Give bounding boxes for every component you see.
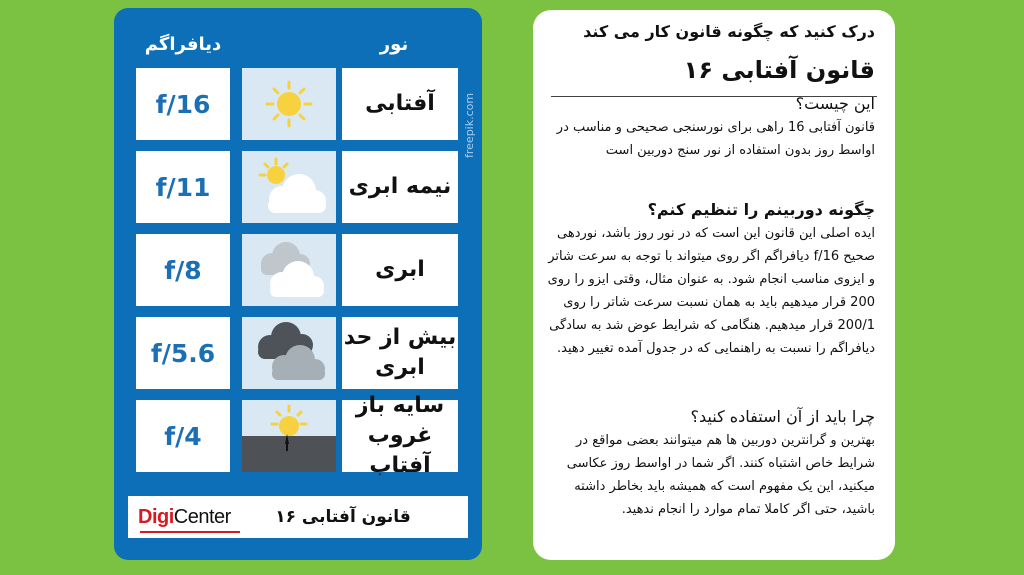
cloudy-icon xyxy=(242,234,336,306)
section-what-is-it xyxy=(547,94,875,162)
svg-text:freepik.com: freepik.com xyxy=(463,92,476,158)
light-condition-label: نیمه ابری xyxy=(342,151,458,223)
light-condition-label: بیش از حد ابری xyxy=(342,317,458,389)
panel-heading: درک کنید که چگونه قانون کار می کند xyxy=(583,22,875,41)
section-text: قانون آفتابی 16 راهی برای نورسنجی صحیحی و مناسب در اواسط روز بدون استفاده از نور سنج دوربین است xyxy=(556,120,875,158)
partly-cloudy-icon xyxy=(242,151,336,223)
light-condition-label: سایه باز غروب آفتاب xyxy=(342,400,458,472)
light-condition-label: آفتابی xyxy=(342,68,458,140)
light-condition-label: ابری xyxy=(342,234,458,306)
section-text: بهترین و گرانترین دوربین ها هم میتوانند بعضی مواقع در شرایط خاص اشتباه کنند. اگر شما در اواسط روز عکاسی میکنید، این یک مفهوم است که همیشه باید بخاطر داشته باشید، حتی اگر کاملا تمام موارد را انجام ندهید. xyxy=(566,433,875,517)
aperture-value: f/11 xyxy=(136,151,230,223)
section-question: چرا باید از آن استفاده کنید؟ xyxy=(690,407,875,426)
aperture-value: f/16 xyxy=(136,68,230,140)
chart-row-sunny xyxy=(136,68,458,140)
section-question: این چیست؟ xyxy=(795,94,875,113)
header-aperture: دیافراگم xyxy=(144,34,222,55)
section-text: ایده اصلی این قانون این است که در نور روز باشد، نوردهی صحیح f/16 دیافراگم اگر روی میتواند با توجه به سرعت شاتر و ایزوی مناسب انجام شود. به عنوان مثال، وقتی ایزو را روی 200 قرار میدهیم باید به همان نسبت سرعت شاتر را روی 200/1 قرار میدهیم. هنگامی که شرایط عوض شد به سادگی دیافراگم را نسبت به راهنمایی که در جدول آمده تغییر دهید. xyxy=(547,226,875,356)
section-why-use xyxy=(547,407,875,521)
freepik-credit xyxy=(462,80,478,160)
footer-title: قانون آفتابی ۱۶ xyxy=(275,507,411,527)
section-question: چگونه دوربینم را تنظیم کنم؟ xyxy=(647,200,875,219)
chart-row-partly-cloudy xyxy=(136,151,458,223)
header-light: نور xyxy=(379,34,409,55)
chart-row-cloudy xyxy=(136,234,458,306)
aperture-value: f/8 xyxy=(136,234,230,306)
overcast-icon xyxy=(242,317,336,389)
section-how-to-set xyxy=(547,200,875,360)
sun-icon xyxy=(242,68,336,140)
sunny16-chart-card xyxy=(114,8,482,560)
chart-row-overcast xyxy=(136,317,458,389)
card-footer xyxy=(128,496,468,538)
info-panel xyxy=(533,10,895,560)
digicenter-logo: DigiCenter xyxy=(138,506,231,528)
aperture-value: f/4 xyxy=(136,400,230,472)
chart-row-sunset xyxy=(136,393,458,478)
aperture-value: f/5.6 xyxy=(136,317,230,389)
sunset-icon xyxy=(242,400,336,472)
logo-underline xyxy=(140,531,240,533)
panel-title: قانون آفتابی ۱۶ xyxy=(683,56,875,84)
